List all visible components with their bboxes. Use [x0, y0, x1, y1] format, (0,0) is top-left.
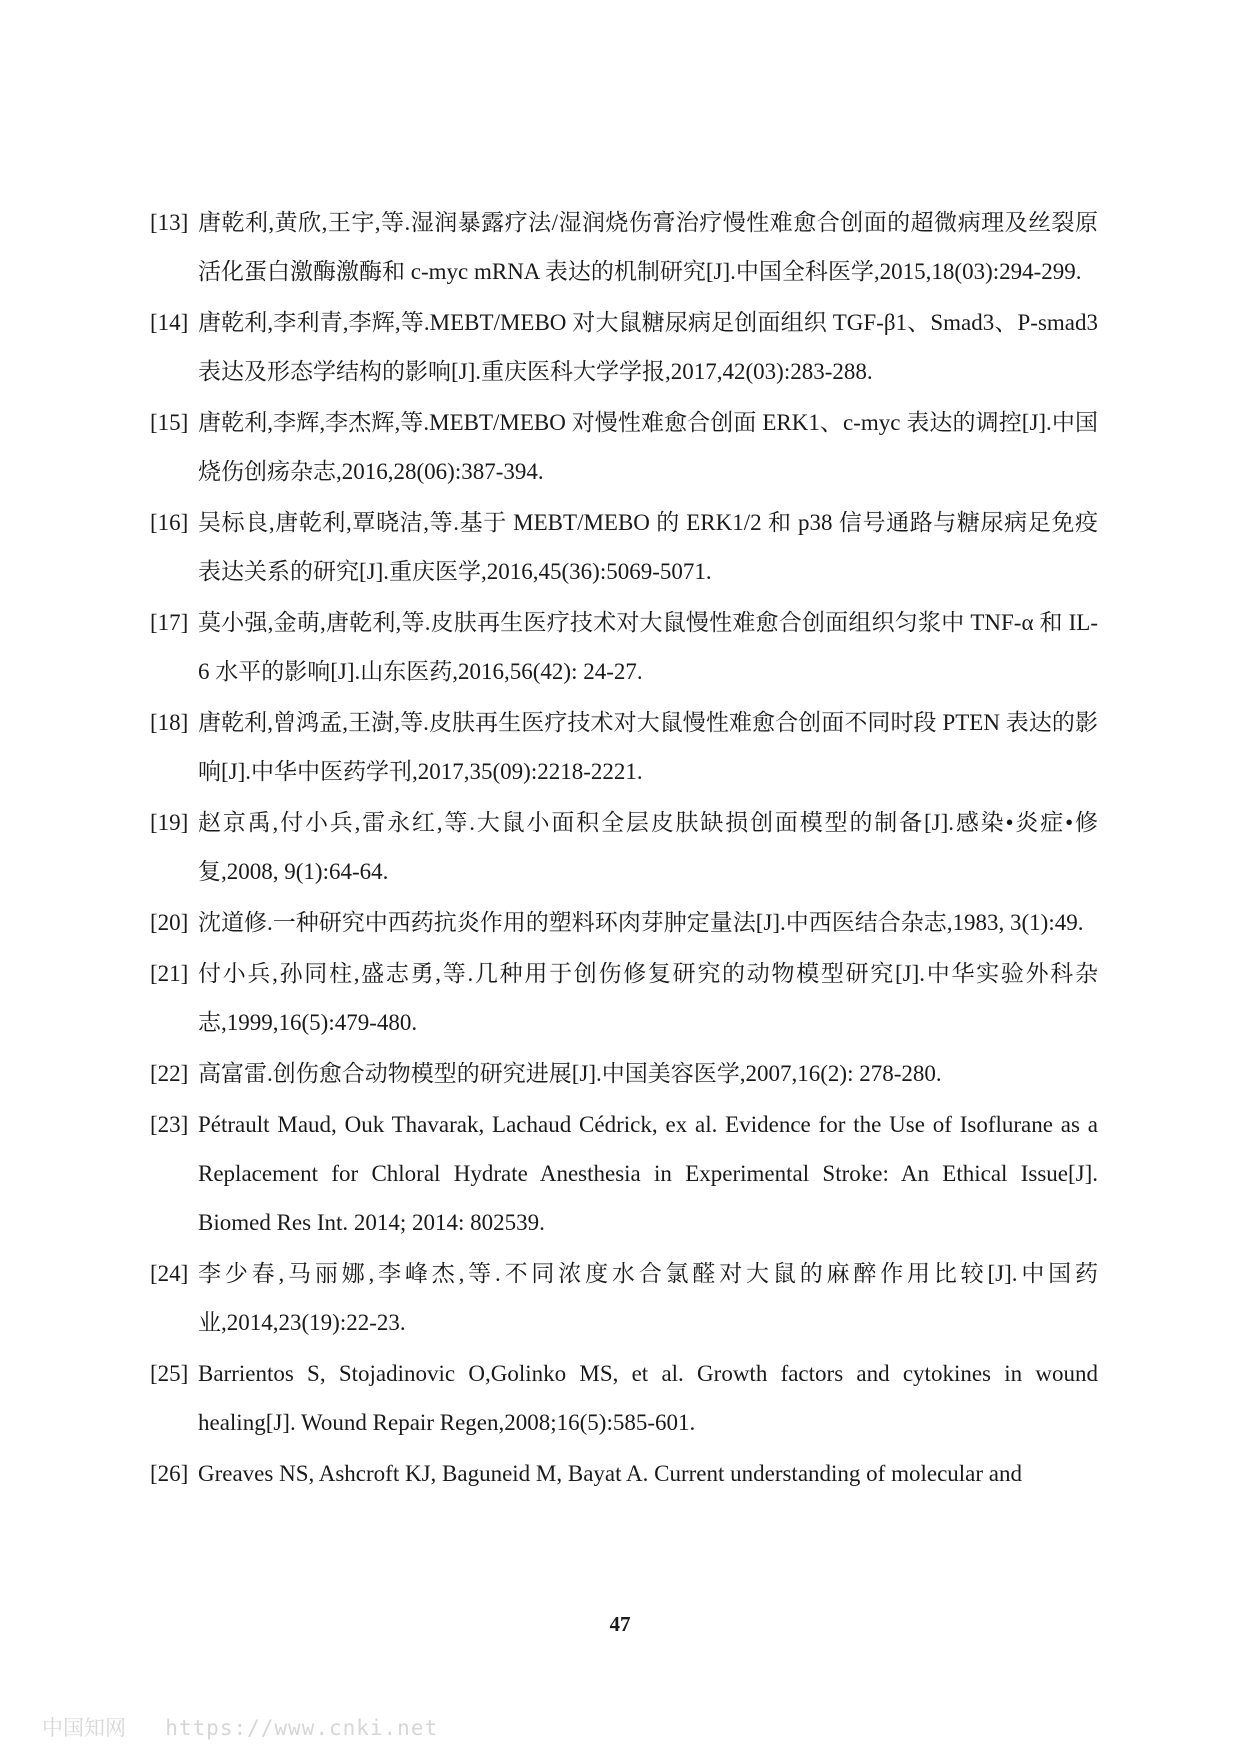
- reference-number: [18]: [150, 710, 189, 735]
- reference-text: 付小兵,孙同柱,盛志勇,等.几种用于创伤修复研究的动物模型研究[J].中华实验外科杂志,1999,16(5):479-480.: [198, 961, 1098, 1035]
- reference-text: 莫小强,金萌,唐乾利,等.皮肤再生医疗技术对大鼠慢性难愈合创面组织匀浆中 TNF-α 和 IL-6 水平的影响[J].山东医药,2016,56(42): 24-27.: [198, 610, 1098, 684]
- reference-number: [25]: [150, 1361, 189, 1386]
- reference-item: [150, 698, 1098, 796]
- reference-item: [150, 498, 1098, 596]
- reference-text: 沈道修.一种研究中西药抗炎作用的塑料环肉芽肿定量法[J].中西医结合杂志,1983, 3(1):49.: [198, 910, 1084, 935]
- reference-number: [14]: [150, 310, 189, 335]
- reference-number: [26]: [150, 1461, 189, 1486]
- reference-number: [23]: [150, 1112, 189, 1137]
- page-number: 47: [609, 1612, 631, 1636]
- reference-text: Pétrault Maud, Ouk Thavarak, Lachaud Cédrick, ex al. Evidence for the Use of Isoflurane as a Replacement for Chloral Hydrate Anesthesia in Experimental Stroke: An Ethical Issue[J]. Biomed Res Int. 2014; 2014: 802539.: [198, 1112, 1098, 1235]
- reference-number: [16]: [150, 510, 189, 535]
- reference-text: 赵京禹,付小兵,雷永红,等.大鼠小面积全层皮肤缺损创面模型的制备[J].感染•炎症•修复,2008, 9(1):64-64.: [198, 810, 1098, 884]
- reference-item: [150, 1100, 1098, 1247]
- watermark: [42, 1712, 438, 1742]
- reference-item: [150, 298, 1098, 396]
- reference-text: Greaves NS, Ashcroft KJ, Baguneid M, Bayat A. Current understanding of molecular and: [198, 1461, 1022, 1486]
- reference-item: [150, 198, 1098, 296]
- reference-text: 唐乾利,黄欣,王宇,等.湿润暴露疗法/湿润烧伤膏治疗慢性难愈合创面的超微病理及丝裂原活化蛋白激酶激酶和 c-myc mRNA 表达的机制研究[J].中国全科医学,2015,18(03):294-299.: [198, 210, 1098, 284]
- reference-list: [150, 198, 1098, 1498]
- reference-number: [20]: [150, 910, 189, 935]
- reference-text: Barrientos S, Stojadinovic O,Golinko MS, et al. Growth factors and cytokines in wound healing[J]. Wound Repair Regen,2008;16(5):585-601.: [198, 1361, 1098, 1435]
- reference-item: [150, 598, 1098, 696]
- reference-text: 唐乾利,曾鸿孟,王澍,等.皮肤再生医疗技术对大鼠慢性难愈合创面不同时段 PTEN 表达的影响[J].中华中医药学刊,2017,35(09):2218-2221.: [198, 710, 1098, 784]
- reference-item: [150, 798, 1098, 896]
- reference-item: [150, 949, 1098, 1047]
- reference-text: 吴标良,唐乾利,覃晓洁,等.基于 MEBT/MEBO 的 ERK1/2 和 p38 信号通路与糖尿病足免疫表达关系的研究[J].重庆医学,2016,45(36):5069-5071.: [198, 510, 1098, 584]
- watermark-name: 中国知网: [42, 1716, 126, 1740]
- reference-number: [15]: [150, 410, 189, 435]
- reference-number: [17]: [150, 610, 189, 635]
- reference-number: [21]: [150, 961, 189, 986]
- reference-number: [22]: [150, 1061, 189, 1086]
- reference-item: [150, 1349, 1098, 1447]
- watermark-url: https://www.cnki.net: [165, 1716, 439, 1740]
- reference-number: [19]: [150, 810, 189, 835]
- reference-item: [150, 398, 1098, 496]
- reference-text: 李少春,马丽娜,李峰杰,等.不同浓度水合氯醛对大鼠的麻醉作用比较[J].中国药业,2014,23(19):22-23.: [198, 1261, 1098, 1335]
- reference-text: 高富雷.创伤愈合动物模型的研究进展[J].中国美容医学,2007,16(2): 278-280.: [198, 1061, 942, 1086]
- reference-text: 唐乾利,李辉,李杰辉,等.MEBT/MEBO 对慢性难愈合创面 ERK1、c-myc 表达的调控[J].中国烧伤创疡杂志,2016,28(06):387-394.: [198, 410, 1098, 484]
- reference-item: [150, 898, 1098, 947]
- reference-text: 唐乾利,李利青,李辉,等.MEBT/MEBO 对大鼠糖尿病足创面组织 TGF-β1、Smad3、P-smad3 表达及形态学结构的影响[J].重庆医科大学学报,2017,42(03):283-288.: [198, 310, 1098, 384]
- reference-item: [150, 1449, 1098, 1498]
- reference-number: [13]: [150, 210, 189, 235]
- reference-item: [150, 1049, 1098, 1098]
- reference-number: [24]: [150, 1261, 189, 1286]
- reference-item: [150, 1249, 1098, 1347]
